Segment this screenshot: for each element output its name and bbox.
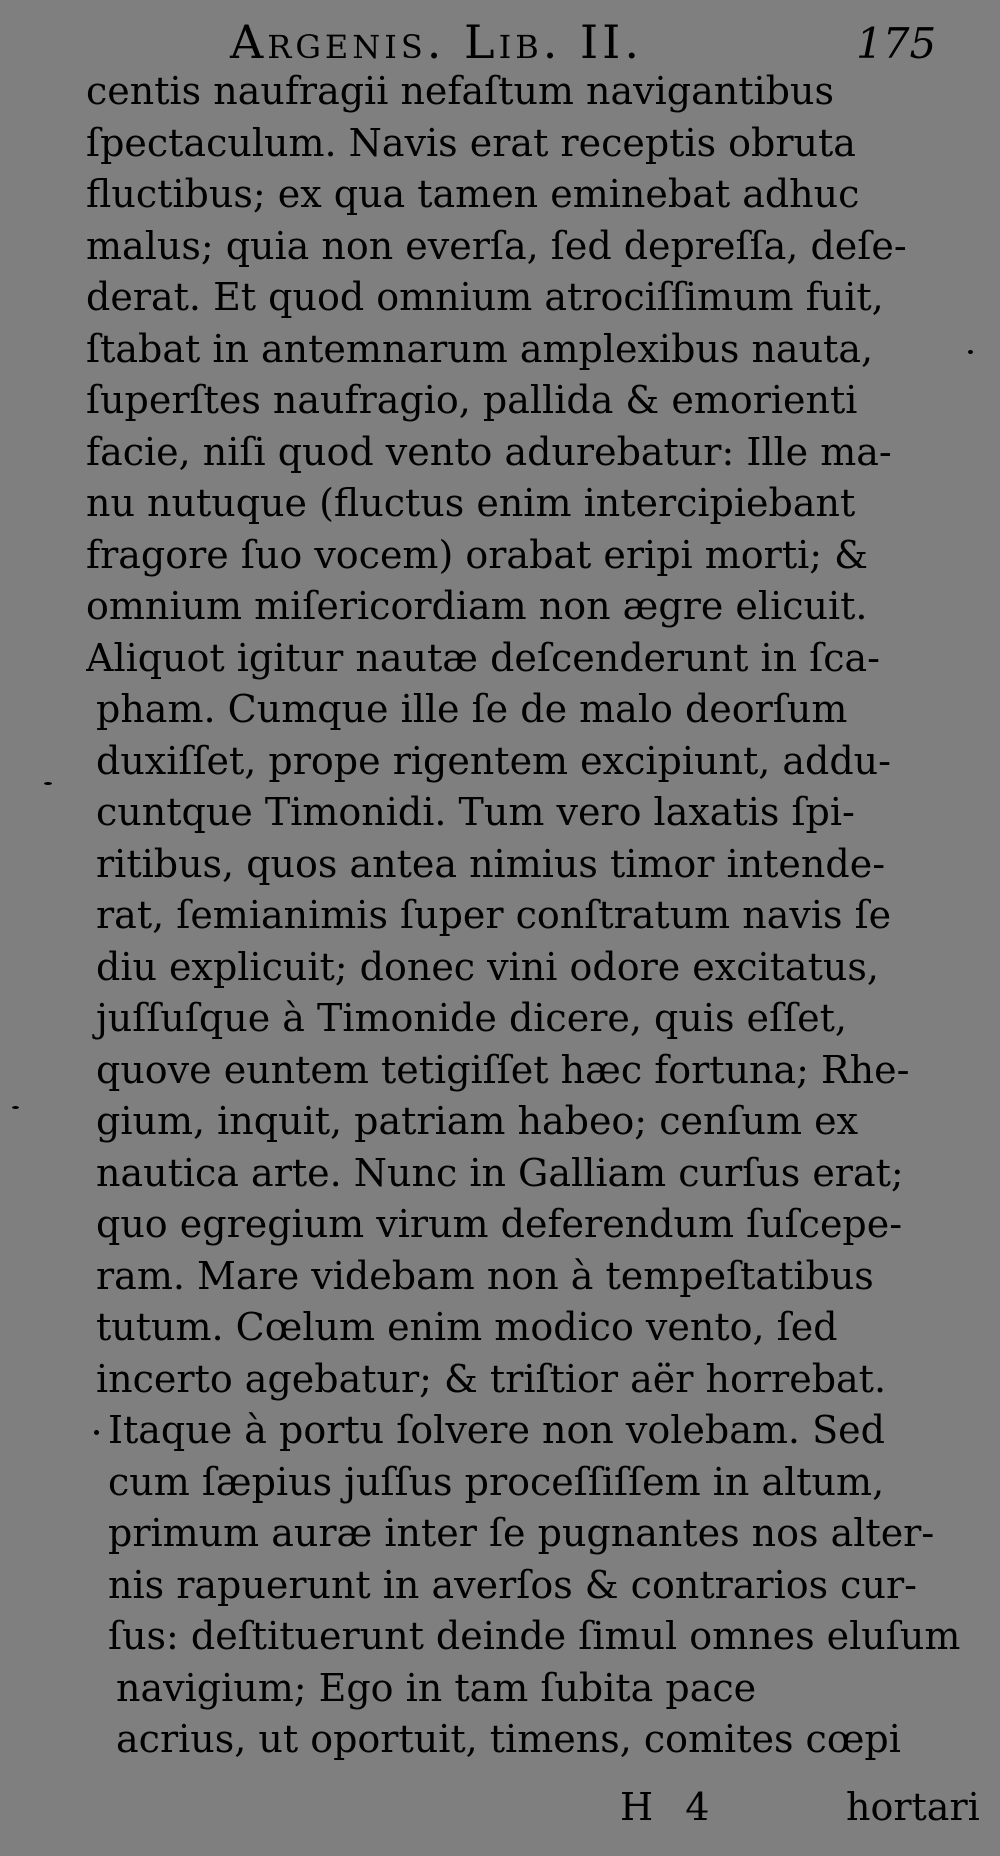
- text-line: cuntque Timonidi. Tum vero laxatis ſpi-: [96, 790, 855, 834]
- ink-speck: [94, 1430, 99, 1435]
- text-line: ritibus, quos antea nimius timor intende-: [96, 841, 886, 886]
- text-line: ram. Mare videbam non à tempeſtatibus: [96, 1253, 874, 1298]
- ink-speck: [12, 1106, 19, 1109]
- text-line: ſtabat in antemnarum amplexibus nauta,: [86, 326, 874, 371]
- text-line: pham. Cumque ille ſe de malo deorſum: [96, 687, 848, 731]
- text-line: Aliquot igitur nautæ deſcenderunt in ſca-: [86, 635, 881, 680]
- text-line: ſpectaculum. Navis erat receptis obruta: [86, 120, 856, 165]
- page-number: 175: [856, 19, 937, 68]
- text-line: fluctibus; ex qua tamen eminebat adhuc: [86, 172, 860, 216]
- text-line: rat, ſemianimis ſuper conſtratum navis ſe: [96, 893, 892, 937]
- running-title: Argenis. Lib. II.: [230, 15, 643, 69]
- text-line: facie, niſi quod vento adurebatur: Ille ma-: [86, 429, 892, 474]
- body-text: [86, 66, 986, 1766]
- ink-speck: [968, 350, 973, 354]
- text-line: navigium; Ego in tam ſubita pace: [116, 1665, 757, 1710]
- text-line: diu explicuit; donec vini odore excitatus,: [96, 944, 879, 989]
- catchword: hortari: [846, 1785, 980, 1829]
- text-line: nis rapuerunt in averſos & contrarios cur-: [108, 1562, 917, 1607]
- text-line: incerto agebatur; & triſtior aër horrebat.: [96, 1356, 887, 1401]
- ink-speck: [44, 782, 52, 785]
- text-line: omnium miſericordiam non ægre elicuit.: [86, 584, 868, 628]
- text-line: juſſuſque à Timonide dicere, quis eſſet,: [96, 996, 848, 1040]
- text-line: nautica arte. Nunc in Galliam curſus erat;: [96, 1150, 904, 1195]
- text-line: Itaque à portu ſolvere non volebam. Sed: [108, 1408, 885, 1452]
- text-line: gium, inquit, patriam habeo; cenſum ex: [96, 1099, 859, 1143]
- text-line: quove euntem tetigiſſet hæc fortuna; Rhe-: [96, 1047, 910, 1092]
- text-line: malus; quia non everſa, ſed depreſſa, deſe-: [86, 223, 907, 268]
- text-line: acrius, ut oportuit, timens, comites cœpi: [116, 1717, 901, 1761]
- text-line: primum auræ inter ſe pugnantes nos alter-: [108, 1511, 935, 1555]
- text-line: centis naufragii nefaſtum navigantibus: [86, 69, 834, 113]
- text-line: tutum. Cœlum enim modico vento, ſed: [96, 1305, 838, 1349]
- text-line: nu nutuque (fluctus enim intercipiebant: [86, 481, 856, 525]
- text-line: ſuperſtes naufragio, pallida & emorienti: [86, 378, 858, 422]
- text-line: fragore ſuo vocem) orabat eripi morti; &: [86, 532, 868, 577]
- text-line: cum ſæpius juſſus proceſſiſſem in altum,: [108, 1459, 885, 1504]
- text-line: quo egregium virum deferendum ſuſcepe-: [96, 1202, 903, 1246]
- text-line: ſus: deſtituerunt deinde ſimul omnes eluſum: [108, 1614, 961, 1658]
- text-line: duxiſſet, prope rigentem excipiunt, addu-: [96, 738, 891, 783]
- text-line: derat. Et quod omnium atrociſſimum fuit,: [86, 275, 884, 319]
- signature-mark: H 4: [620, 1785, 720, 1829]
